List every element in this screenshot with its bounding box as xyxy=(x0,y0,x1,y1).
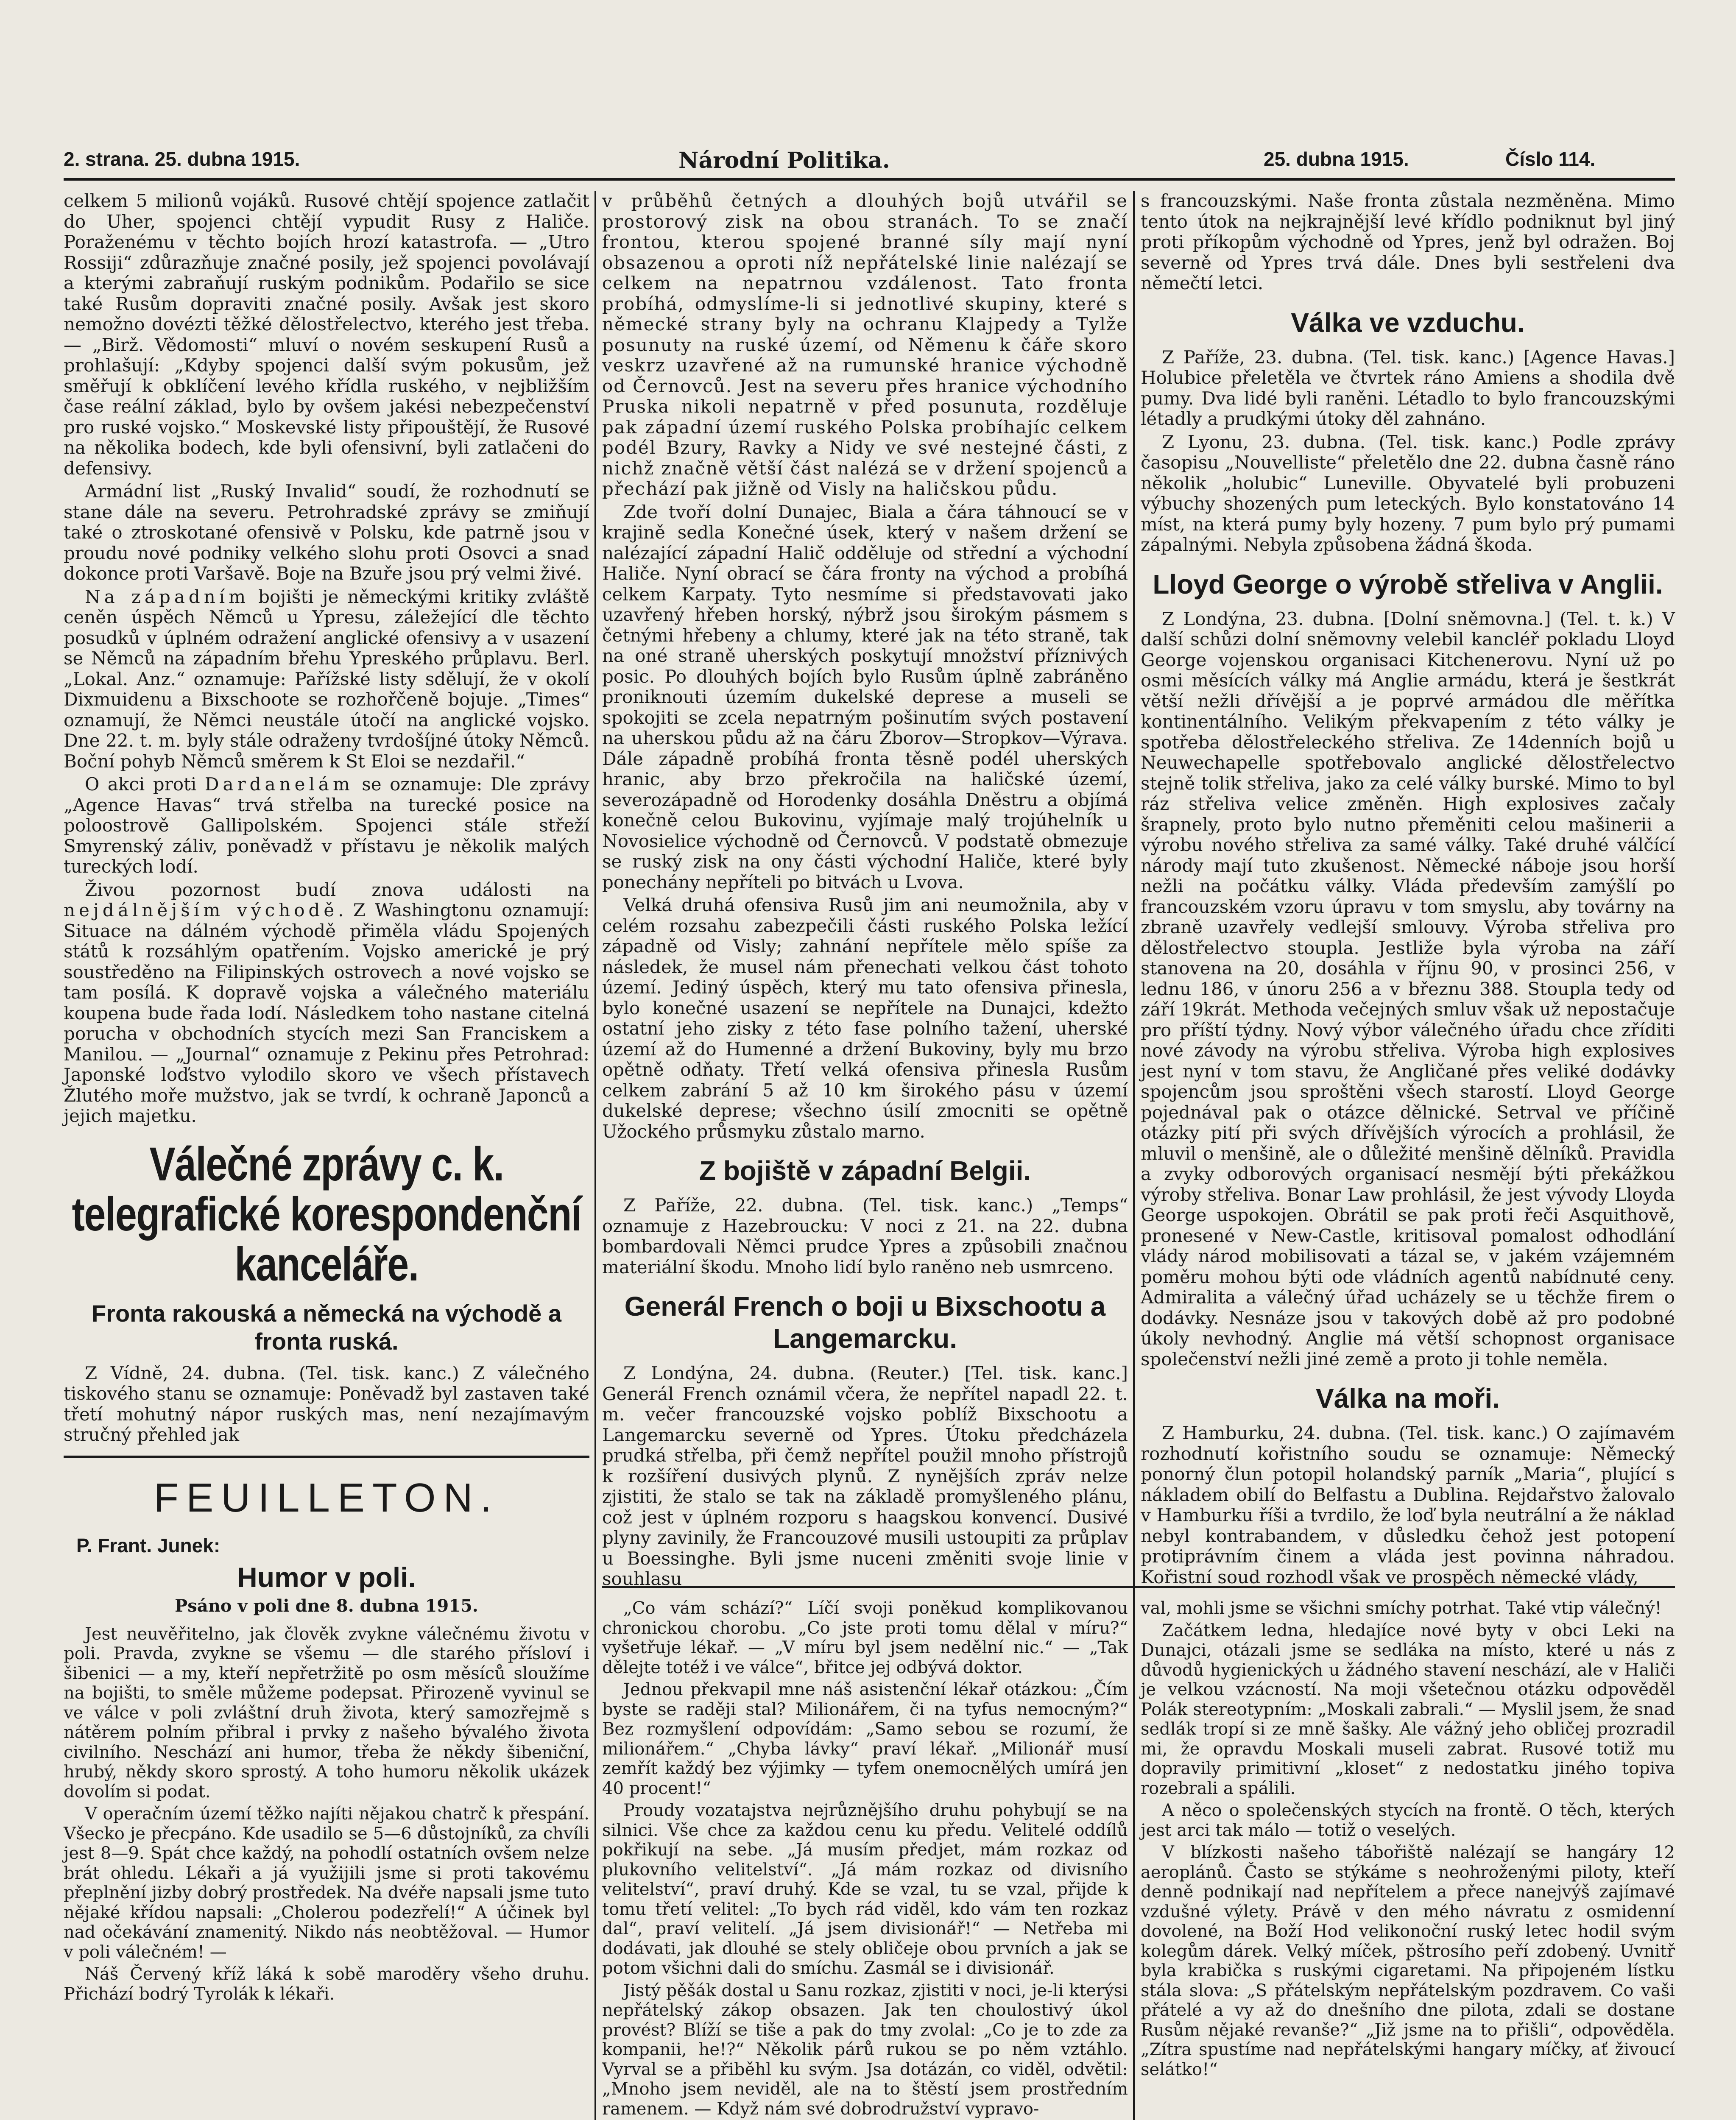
article-text: s francouzskými. Naše fronta zůstala nezměněna. Mimo tento útok na nejkrajnější levé křídlo podniknut byl jiný proti příkopům východně od Ypres, jenž byl odražen. Boj severně od Ypres trvá dále. Dnes byli sestřeleni dva němečtí letci. xyxy=(1141,190,1675,293)
article-text-run: Živou pozornost budí znova události na xyxy=(85,879,589,900)
article-text: celkem 5 milionů vojáků. Rusové chtějí spojence zatlačit do Uher, spojenci chtějí vypudit Rusy z Haliče. Poraženému v těchto bojích hrozí katastrofa. — „Utro Rossiji“ zdůrazňuje značné posily, jež spojenci povolávají a kterými zabraňují ruským podnikům. Podařilo se sice také Rusům dopraviti značné posily. Avšak jest skoro nemožno dovézti těžké dělostřelectvo, kterého jest třeba. — „Birž. Vědomosti“ mluví o novém seskupení Rusů a prohlašují: „Kdyby spojenci další svým pokusům, jež směřují k obklíčení levého křídla ruského, v nejbližším čase reální základ, bylo by ovšem jakési nebezpečenství pro ruské vojsko.“ Moskevské listy připouštějí, že Rusové na několika bodech, kde byli ofensivní, byli zatlačeni do defensivy. xyxy=(64,190,589,479)
newspaper-page xyxy=(64,127,1675,2120)
section-subheadline: Fronta rakouská a německá na východě a fronta ruská. xyxy=(91,1300,562,1355)
column-2-feuilleton xyxy=(602,1598,1128,2120)
article-text-run: bojišti je německými kritiky zvláště ceněn úspěch Němců u Ypresu, záležející dle těchto posudků v úplném odražení anglické ofensivy a v usazení se Němců na západním břehu Ypreského průplavu. Berl. „Lokal. Anz.“ oznamuje: Pařížské listy sdělují, že v okolí Dixmuidenu a Bixschoote se rozhořčeně bojuje. „Times“ oznamují, že Němci neustále útočí na anglické vojsko. Dne 22. t. m. byly stále odraženy tvrdošíjné útoky Němců. Boční pohyb Němců směrem k St Eloi se nezdařil.“ xyxy=(64,586,589,772)
article-text: Armádní list „Ruský Invalid“ soudí, že rozhodnutí se stane dále na severu. Petrohradské zprávy se zmiňují také o ztroskotané ofensivě v Polsku, kde patrně jsou v proudu nové podniky velkého slohu proti Osovci a snad dokonce proti Varšavě. Boje na Bzuře jsou prý velmi živé. xyxy=(64,481,589,584)
feuilleton-rule xyxy=(64,1456,589,1458)
article-headline: Lloyd George o výrobě střeliva v Anglii. xyxy=(1153,569,1663,600)
article-text: Z Paříže, 22. dubna. (Tel. tisk. kanc.) „Temps“ oznamuje z Hazebroucku: V noci z 21. na 22. dubna bombardovali Němci prudce Ypres a způsobili značnou materiální škodu. Mnoho lidí bylo raněno neb usmrceno. xyxy=(602,1195,1128,1278)
column-rule-2 xyxy=(1133,191,1135,2120)
feuilleton-text: Začátkem ledna, hledajíce nové byty v obci Leki na Dunajci, otázali jsme se sedláka na místo, které u nás z důvodů hygienických u žádného stavení neschází, ale v Haliči je velkou vzácností. Na moji všetečnou otázku odpověděl Polák stereotypním: „Moskali zabrali.“ — Myslil jsem, že snad sedlák tropí si ze mně šašky. Ale vážný jeho obličej prozradil mi, že opravdu Moskali museli zabrat. Rusové totiž mu dopravily primitivní „kloset“ z nedostatku jiného topiva rozebrali a spálili. xyxy=(1141,1621,1675,1798)
page-header xyxy=(64,144,1675,181)
article-text: v průběhů četných a dlouhých bojů utvářil se prostorový zisk na obou stranách. To se značí frontou, kterou spojené branné síly mají nyní obsazenou a oproti níž nepřátelské linie nalézají se celkem na nepatrnou vzdálenost. Tato fronta probíhá, odmyslíme-li si jednotlivé skupiny, které s německé strany byly na ochranu Klajpedy a Tylže posunuty na ruské území, od Němenu k čáře skoro veskrz uzavřené až na rumunské hranice východně od Černovců. Jest na severu přes hranice východního Pruska nikoli nepatrně v před posunuta, rozděluje pak západní území ruského Polska probíhajíc celkem podél Bzury, Ravky a Nidy ve své nestejné části, z nichž značně větší část nalézá se v držení spojenců a přechází pak jižně od Visly na haličskou půdu. xyxy=(602,190,1128,499)
emphasis-text: Na západním xyxy=(85,586,250,607)
article-text: Z Lyonu, 23. dubna. (Tel. tisk. kanc.) Podle zprávy časopisu „Nouvelliste“ přeletělo dne 22. dubna časně ráno několik „holubic“ Luneville. Obyvatelé byli probuzeni výbuchy shozených pum leteckých. Bylo konstatováno 14 míst, na která pumy byly hozeny. 7 pum bylo prý pumami zápalnými. Nebyla způsobena žádná škoda. xyxy=(1141,431,1675,555)
feuilleton-text: Jednou překvapil mne náš asistenční lékař otázkou: „Čím byste se raději stal? Milionářem, či na tyfus nemocným?“ Bez rozmyšlení odpovídám: „Samo sebou se rozumí, že milionářem.“ „Chyba lávky“ praví lékař. „Milionář musí zemřít každý bez výjimky — tyfem onemocnělých umírá jen 40 procent!“ xyxy=(602,1680,1128,1798)
article-text: Z Londýna, 24. dubna. (Reuter.) [Tel. tisk. kanc.] Generál French oznámil včera, že nepřítel napadl 22. t. m. večer francouzské vojsko poblíž Bixschootu a Langemarcku severně od Ypres. Útoku předcházela prudká střelba, při čemž nepřítel použil mnoho přístrojů k rozšíření dusivých plynů. Z nynějších zpráv nelze zjistiti, že stalo se tak na základě promyšleného plánu, což jest v úplném rozporu s haagskou konvencí. Dusivé plyny zavinily, že Francouzové musili ustoupiti za průplav u Boessinghe. Byli jsme nuceni změniti svoje linie v souhlasu xyxy=(602,1363,1128,1589)
article-text xyxy=(64,880,589,1127)
feuilleton-title: Humor v poli. xyxy=(237,1561,416,1593)
column-3 xyxy=(1141,190,1675,1587)
article-headline: Z bojiště v západní Belgii. xyxy=(699,1155,1031,1186)
feuilleton-body xyxy=(64,1624,589,2004)
newspaper-title: Národní Politika. xyxy=(678,148,890,173)
emphasis-text: Dardanelám xyxy=(204,774,354,795)
feuilleton-text: Jistý pěšák dostal u Sanu rozkaz, zjistiti v noci, je-li kterýsi nepřátelský zákop obsazen. Jak ten choulostivý úkol provést? Blíží se tiše a pak do tmy zvolal: „Co je to zde za kompanii, he!?“ Několik párů rukou se po něm vztáhlo. Vyrval se a přiběhl ku svým. Jsa dotázán, co viděl, odvětil: „Mnoho jsem neviděl, ale na to štěstí jsem prostředním ramenem. — Když nám své dobrodružství vypravo- xyxy=(602,1981,1128,2119)
article-text: Velká druhá ofensiva Rusů jim ani neumožnila, aby v celém rozsahu zabezpečili části ruského Polska ležící západně od Visly; zahnání nepřítele mělo spíše za následek, že musel nám přenechati velkou část tohoto území. Jediný úspěch, který mu tato ofensiva přinesla, bylo konečné usazení se nepřítele na Dunajci, kdežto ostatní jeho zisky z této fase polního tažení, uherské území až do Humenné a držení Bukoviny, byly mu brzo opětně odňaty. Třetí velká ofensiva přinesla Rusům celkem zabrání 5 až 10 km širokého pásu v území dukelské deprese; všechno úsilí zmocniti se opětně Užockého průsmyku zůstalo marno. xyxy=(602,895,1128,1142)
column-rule-1 xyxy=(594,191,596,2120)
feuilleton-dateline: Psáno v poli dne 8. dubna 1915. xyxy=(175,1596,478,1616)
article-text: Z Londýna, 23. dubna. [Dolní sněmovna.] (Tel. t. k.) V další schůzi dolní sněmovny velebil kancléř pokladu Lloyd George vojenskou organisaci Kitchenerovu. Nyní už po osmi měsících války má Anglie armádu, která je šestkrát větší nežli dřívější a je poprvé armádou dle měřítka kontinentálního. Velikým překvapením z této války je spotřeba dělostřeleckého střeliva. Ze 14denních bojů u Neuwechapelle spotřebovalo anglické dělostřelectvo stejně tolik střeliva, jako za celé války burské. Mimo to byl ráz střeliva velice změněn. High explosives začaly šrapnely, proto bylo nutno přeměniti celou mašinerii a výrobu nového střeliva za samé války. Také druhé válčící národy mají tuto zkušenost. Německé náboje jsou horší nežli na počátku války. Vláda především zamýšlí po francouzském vzoru úpravu v tom smyslu, aby továrny na zbraně uzavřely vedlejší smlouvy. Výroba střeliva pro dělostřelectvo stoupla. Jestliže byla výroba na září stanovena na 20, dosáhla v říjnu 90, v prosinci 256, v lednu 186, v únoru 256 a v březnu 388. Stoupla tedy od září 19krát. Methoda večejných smluv však už nepostačuje pro příští týdny. Nový výbor válečného úřadu chce zříditi nové závody na výrobu střeliva. Výroba high explosives jest nyní v tom stavu, že Angličané přes veliké dodávky spojencům jsou sproštěni všech starostí. Lloyd George pojednával pak o otázce dělnické. Setrval ve příčině otázky pití při svých dřívějších výrocích a prohlásil, že mluvil o menšině, ale o důležité menšině dělníků. Pravidla a zvyky odborových organisací nesmějí býti překážkou výroby střeliva. Bonar Law prohlásil, že jest vývody Lloyda George uspokojen. Obrátil se pak proti řeči Asquithově, pronesené v New-Castle, kritisoval pomalost odhodlání vlády národ mobilisovati a tázal se, v jakém vzájemném poměru mohou býti ode vládních agentů nabídnuté ceny. Admiralita a válečný úřad ucházely se u těchže firem o dodávky. Nesnáze jsou v takových době až pro podobné úkoly nevhodný. Anglie má větší schopnost organisace společenství nežli jiné země a proto ji tohle neměla. xyxy=(1141,608,1675,1370)
issue-date: 25. dubna 1915. xyxy=(1264,148,1409,170)
feuilleton-text: „Co vám schází?“ Líčí svoji poněkud komplikovanou chronickou chorobu. „Co jste proti tomu dělal v míru?“ vyšetřuje lékař. — „V míru byl jsem nedělní nic.“ — „Tak dělejte totéž i ve válce“, břitce jej odbývá doktor. xyxy=(602,1598,1128,1677)
section-headline: Válečné zprávy c. k. telegrafické korespondenční kanceláře. xyxy=(72,1137,581,1291)
feuilleton-text: Náš Červený kříž láká k sobě maroděry všeho druhu. Přichází bodrý Tyrolák k lékaři. xyxy=(64,1964,589,2004)
article-headline: Generál French o boji u Bixschootu a Langemarcku. xyxy=(624,1291,1106,1354)
article-text: Z Paříže, 23. dubna. (Tel. tisk. kanc.) [Agence Havas.] Holubice přeletěla ve čtvrtek ráno Amiens a shodila dvě pumy. Dva lidé byli raněni. Létadlo to bylo francouzskými létadly a prudkými útoky děl zahnáno. xyxy=(1141,346,1675,429)
article-text: Zde tvoří dolní Dunajec, Biala a čára táhnoucí se v krajině sedla Konečné úsek, který v našem držení se nalézající západní Halič odděluje od střední a východní Haliče. Nyní obrací se čára fronty na východ a probíhá celkem Karpaty. Tyto nesmíme si představovati jako uzavřený hřeben horský, nýbrž jsou širokým pásmem s četnými hřebeny a chlumy, které jak na této straně, tak na oné straně uherských poskytují množství příznivých posic. Po dlouhých bojích bylo Rusům úplně zabráněno proniknouti územím dukelské deprese a museli se spokojiti se zcela nepatrným pošinutím svých postavení na uherskou půdu až na čáru Zborov—Stropkov—Výrava. Dále západně probíhá fronta těsně podél uherských hranic, aby brzo překročila na haličské území, severozápadně od Horodenky dosáhla Dněstru a objímá konečně celou Bukovinu, vyjímaje malý trojúhelník u Novosielice východně od Černovců. V podstatě obmezuje se ruský zisk na ony části východní Haliče, které byly ponechány nepříteli po bitvách u Lvova. xyxy=(602,501,1128,893)
feuilleton-text: Jest neuvěřitelno, jak člověk zvykne válečnému životu v poli. Pravda, zvykne se všemu — dle starého přísloví i šibenici — a my, kteří nepřetržitě po osm měsíců sloužíme na bojišti, to směle můžeme podepsat. Přirozeně vyvinul se ve válce v poli zvláštní druh života, který samozřejmě s nátěrem polním přibral i prvky z našeho bývalého života civilního. Neschází ani humor, třeba že někdy šibeniční, hrubý, někdy skoro sprostý. A toho humoru několik ukázek dovolím si podat. xyxy=(64,1624,589,1802)
feuilleton-text: A něco o společenských stycích na frontě. O těch, kterých jest arci tak málo — totiž o veselých. xyxy=(1141,1801,1675,1840)
article-headline: Válka na moři. xyxy=(1316,1383,1500,1414)
column-2 xyxy=(602,190,1128,1589)
page-number: 2. strana. 25. dubna 1915. xyxy=(64,148,300,170)
column-3-feuilleton xyxy=(1141,1598,1675,2120)
feuilleton-text: val, mohli jsme se všichni smíchy potrhat. Také vtip válečný! xyxy=(1141,1598,1662,1618)
issue-number: Číslo 114. xyxy=(1505,148,1596,170)
article-text-run: O akci proti xyxy=(85,774,205,795)
feuilleton-heading: FEUILLETON. xyxy=(154,1475,500,1520)
emphasis-text: nejdálnějším východě xyxy=(64,900,338,921)
feuilleton-text: Proudy vozatajstva nejrůznějšího druhu pohybují se na silnici. Vše chce za každou cenu ku předu. Velitelé oddílů pokřikují na sebe. „Já musím předjet, mám rozkaz od plukovního velitelství“. „Já mám rozkaz od divisního velitelství“, praví druhý. Kde se vzal, tu se vzal, přijde k tomu třetí velitel: „To bych rád viděl, kdo vám ten rozkaz dal“, praví velitelí. „Já jsem divisionář!“ — Netřeba mi dodávati, jak dlouhé se stely obličeje obou prvních a jak se potom všichni dali do smíchu. Zasmál se i divisionář. xyxy=(602,1801,1128,1978)
article-text-run: se oznamuje: Dle zprávy „Agence Havas“ trvá střelba na turecké posice na poloostrově Gallipolském. Spojenci stále střeží Smyrenský záliv, poněvadž v přístavu je několik malých tureckých lodí. xyxy=(64,774,589,877)
column-1 xyxy=(64,191,589,2120)
article-text: Z Hamburku, 24. dubna. (Tel. tisk. kanc.) O zajímavém rozhodnutí kořistního soudu se oznamuje: Německý ponorný člun potopil holandský parník „Maria“, plující s nákladem obilí do Belfastu a Dublina. Rejdařstvo žalovalo v Hamburku říši a tvrdilo, že loď byla neutrální a že náklad nebyl kontrabandem, v důsledku čehož jest potopení protiprávním činem a vláda jest povinna náhradou. Kořistní soud rozhodl však ve prospěch německé vlády, xyxy=(1141,1423,1675,1587)
feuilleton-author: P. Frant. Junek: xyxy=(76,1534,220,1557)
article-text xyxy=(64,774,589,877)
article-text xyxy=(64,587,589,772)
article-text-run: . Z Washingtonu oznamují: Situace na dálném východě přiměla vládu Spojených států k rozsáhlým opatřením. Vojsko americké je prý soustředěno na Filipinských ostrovech a nové vojsko se tam posílá. K dopravě vojska a válečného materiálu koupena bude řada lodí. Následkem toho nastane citelná porucha v obchodních stycích mezi San Franciskem a Manilou. — „Journal“ oznamuje z Pekinu přes Petrohrad: Japonské loďstvo vylodilo skoro ve všech přístavech Žlutého moře mužstvo, jak se tvrdí, k ochraně Japonců a jejich majetku. xyxy=(64,900,589,1126)
article-headline: Válka ve vzduchu. xyxy=(1291,307,1525,338)
feuilleton-text: V blízkosti našeho tábořiště nalézají se hangáry 12 aeroplánů. Často se stýkáme s neohroženými piloty, kteří denně podnikají nad nepřítelem a přece nanejvýš zajímavé vzdušné výlety. Právě v den mého návratu z osmidenní dovolené, na Boží Hod velikonoční ruský letec hodil svým kolegům dárek. Velký míček, pštrosího peří zdobený. Uvnitř byla krabička s ruskými cigaretami. Na připojeném lístku stála slova: „S přátelským nepřátelským pozdravem. Co vaši přátelé a vy až do dnešního dne pilota, zdali se dostane Rusům nějaké revanše?“ „Již jsme na to přišli“, odpověděla. „Zítra spustíme nad nepřátelskými hangary míčky, ať živoucí selátko!“ xyxy=(1141,1843,1675,2079)
feuilleton-text: V operačním území těžko najíti nějakou chatrč k přespání. Všecko je přecpáno. Kde usadilo se 5—6 důstojníků, za chvíli jest 8—9. Spát chce každý, na pohodlí ostatních ovšem nelze brát ohledu. Lékaři a já využijili jsme si proti takovému přeplnění jizby dobrý prostředek. Na dvéře napsali jsme tuto nějaké křídou napsali: „Cholerou podezřelí!“ A účinek byl nad očekávání znamenitý. Nikdo nás neobtěžoval. — Humor v poli válečném! — xyxy=(64,1804,589,1962)
article-text: Z Vídně, 24. dubna. (Tel. tisk. kanc.) Z válečného tiskového stanu se oznamuje: Poněvadž byl zastaven také třetí mohutný nápor ruských mas, není nezajímavým stručný přehled jak xyxy=(64,1362,589,1445)
